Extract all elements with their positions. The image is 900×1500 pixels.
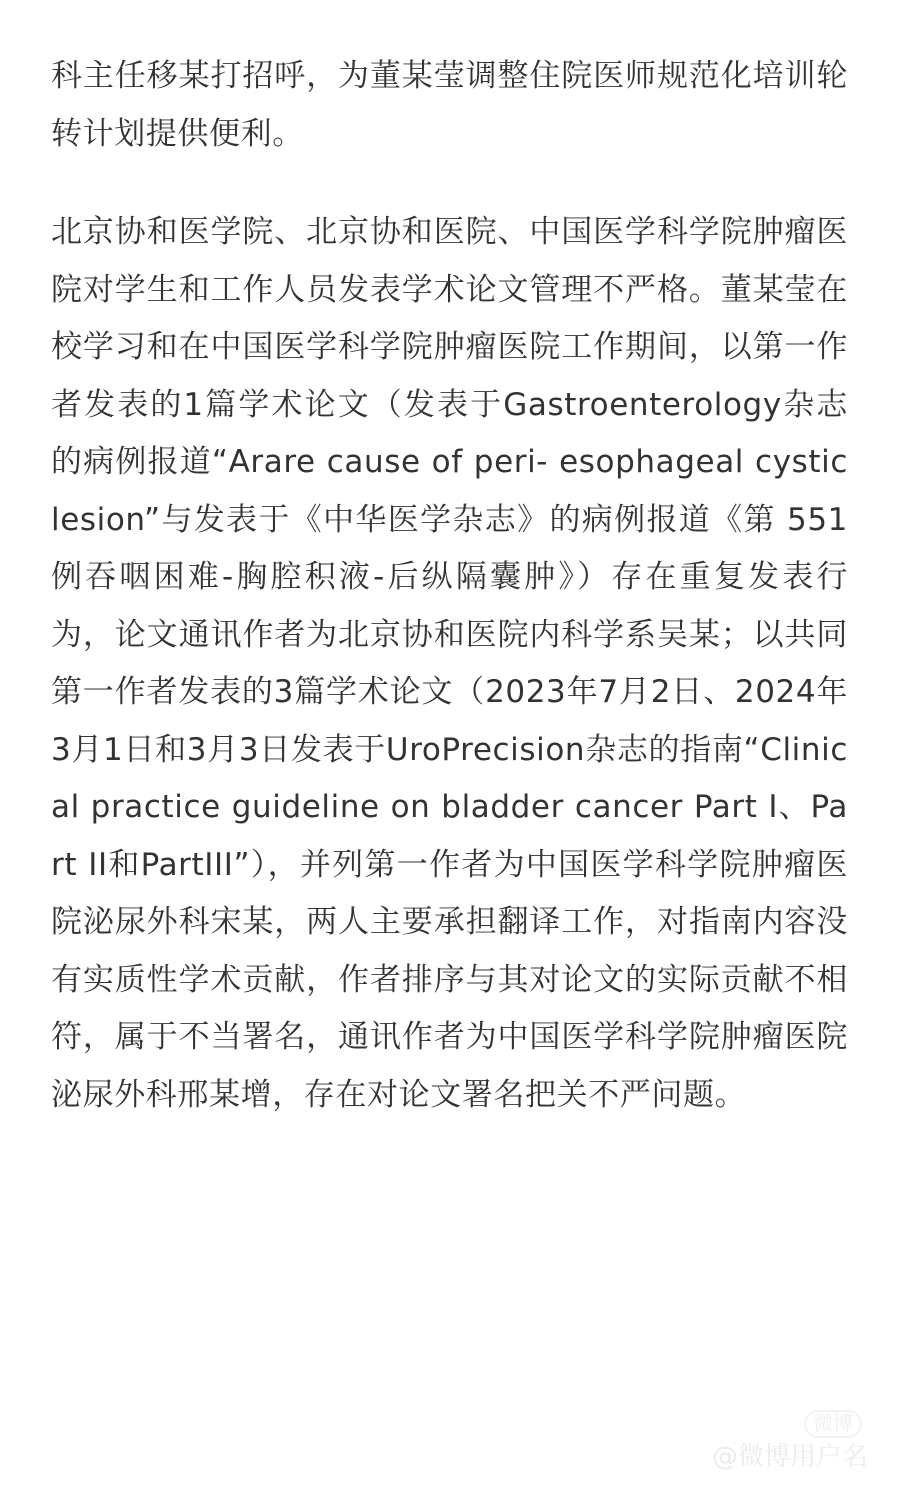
weibo-logo-icon: 微博 (804, 1410, 862, 1438)
watermark-text: @微博用户名 (711, 1442, 868, 1472)
watermark (618, 1406, 868, 1476)
article-body (51, 48, 848, 1124)
paragraph-2: 北京协和医学院、北京协和医院、中国医学科学院肿瘤医院对学生和工作人员发表学术论文管理不严格。董某莹在校学习和在中国医学科学院肿瘤医院工作期间，以第一作者发表的1篇学术论文（发表于Gastroenterology杂志的病例报道“Arare cause of peri- esophageal cystic lesion”与发表于《中华医学杂志》的病例报道《第 551例吞咽困难-胸腔积液-后纵隔囊肿》）存在重复发表行为，论文通讯作者为北京协和医院内科学系吴某；以共同第一作者发表的3篇学术论文（2023年7月2日、2024年3月1日和3月3日发表于UroPrecision杂志的指南“Clinical practice guideline on bladder cancer Part I、Part II和PartIII”），并列第一作者为中国医学科学院肿瘤医院泌尿外科宋某，两人主要承担翻译工作，对指南内容没有实质性学术贡献，作者排序与其对论文的实际贡献不相符，属于不当署名，通讯作者为中国医学科学院肿瘤医院泌尿外科邢某增，存在对论文署名把关不严问题。 (51, 214, 848, 1113)
paragraph-1: 科主任移某打招呼，为董某莹调整住院医师规范化培训轮转计划提供便利。 (51, 58, 848, 152)
